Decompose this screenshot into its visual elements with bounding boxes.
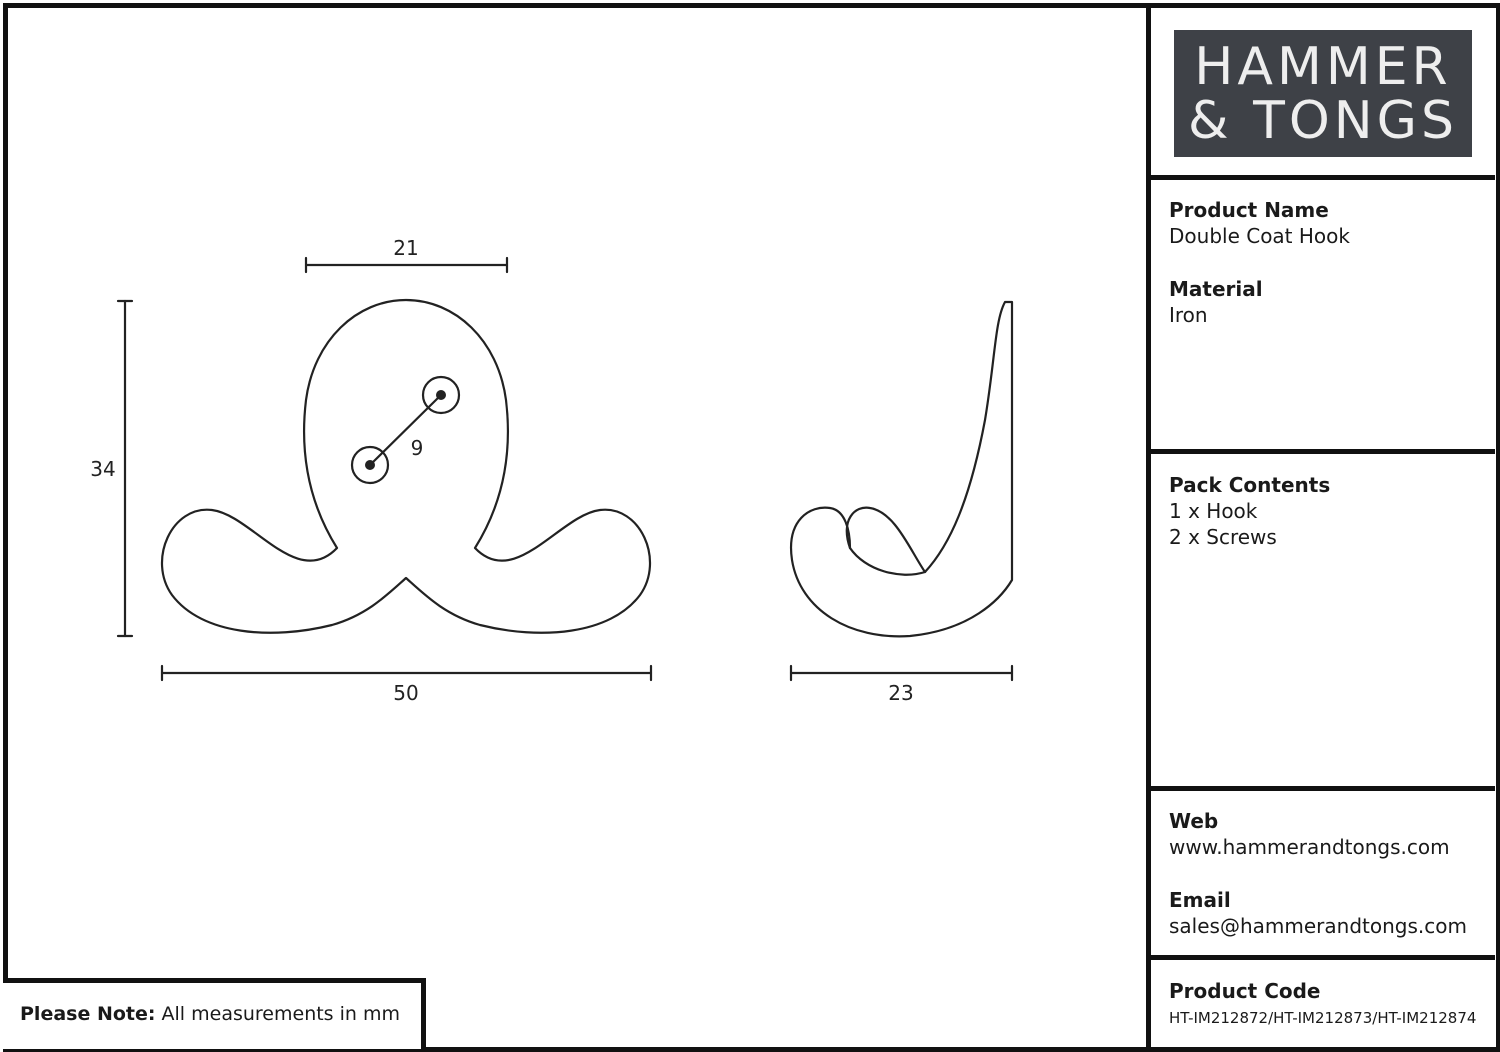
email-label: Email (1169, 888, 1231, 912)
email-link[interactable]: sales@hammerandtongs.com (1169, 914, 1467, 938)
dim-top-width (306, 258, 507, 272)
dim-depth (791, 666, 1012, 680)
product-code-value: HT-IM212872/HT-IM212873/HT-IM212874 (1169, 1009, 1477, 1027)
sidebar-divider (1146, 3, 1151, 1050)
brand-logo-line-1: HAMMER (1194, 36, 1452, 97)
product-name-label: Product Name (1169, 198, 1329, 222)
material-label: Material (1169, 277, 1263, 301)
dim-depth-label: 23 (888, 681, 914, 705)
brand-logo-line-2: & TONGS (1188, 90, 1458, 151)
product-name-value: Double Coat Hook (1169, 224, 1350, 248)
measurement-note (20, 1003, 400, 1025)
dim-overall-width-label: 50 (393, 681, 419, 705)
sidebar-separator-product (1151, 449, 1495, 454)
screw-center-upper (436, 390, 446, 400)
dim-height-label: 34 (90, 457, 116, 481)
web-link[interactable]: www.hammerandtongs.com (1169, 835, 1450, 859)
note-label: Please Note: (20, 1003, 156, 1025)
pack-item: 2 x Screws (1169, 525, 1277, 549)
sidebar-separator-logo (1151, 175, 1495, 180)
brand-logo (1174, 30, 1472, 157)
dim-top-width-label: 21 (393, 236, 419, 260)
material-value: Iron (1169, 303, 1208, 327)
pack-item: 1 x Hook (1169, 499, 1258, 523)
pack-contents-label: Pack Contents (1169, 473, 1331, 497)
dim-overall-width (162, 666, 651, 680)
product-code-label: Product Code (1169, 979, 1321, 1003)
screw-center-lower (365, 460, 375, 470)
side-view-inner-curl (847, 508, 925, 572)
web-label: Web (1169, 809, 1219, 833)
front-view-outline (162, 300, 650, 633)
sidebar-separator-contact (1151, 955, 1495, 960)
sidebar-separator-pack (1151, 786, 1495, 791)
dim-screw-spacing-label: 9 (410, 436, 424, 460)
side-view-outline (791, 302, 1012, 636)
dim-height (118, 301, 132, 636)
note-text: All measurements in mm (161, 1003, 400, 1025)
screw-spacing-line (370, 395, 441, 465)
